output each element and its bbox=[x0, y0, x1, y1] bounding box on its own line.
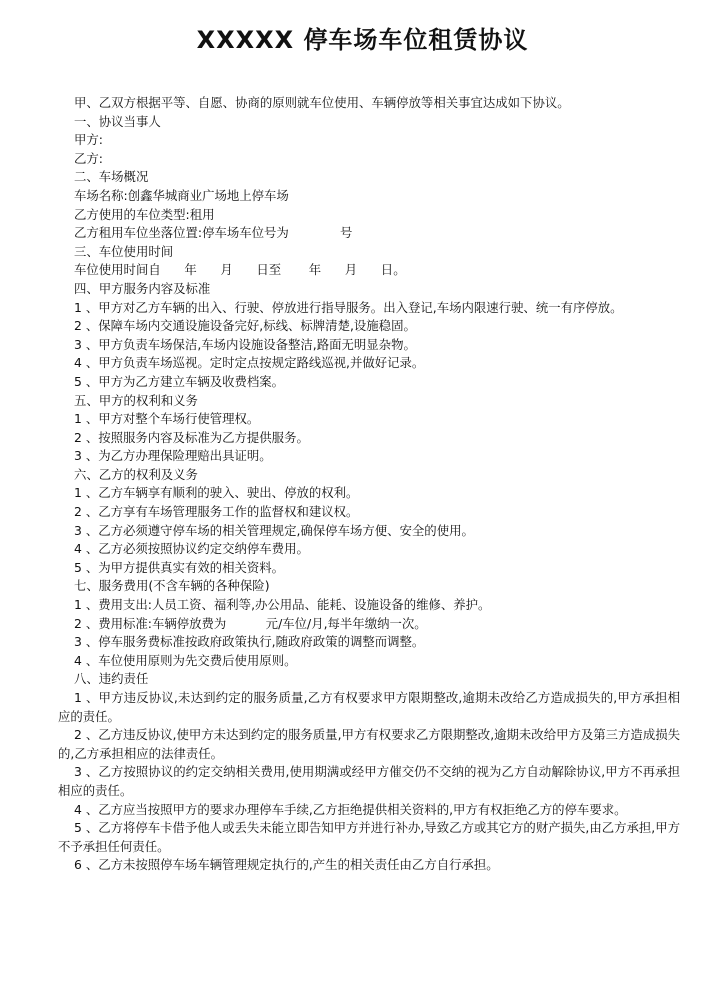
space-type-line: 乙方使用的车位类型:租用 bbox=[74, 206, 215, 222]
clause-paragraph: 3 、为乙方办理保险理赔出具证明。 bbox=[74, 448, 272, 464]
clause-paragraph: 4 、甲方负责车场巡视。定时定点按规定路线巡视,并做好记录。 bbox=[74, 355, 425, 371]
section-heading-fees: 七、服务费用(不含车辆的各种保险) bbox=[74, 578, 270, 594]
clause-paragraph: 1 、甲方对整个车场行使管理权。 bbox=[74, 411, 260, 427]
intro-paragraph: 甲、乙双方根据平等、自愿、协商的原则就车位使用、车辆停放等相关事宜达成如下协议。 bbox=[74, 95, 570, 110]
clause-paragraph: 2 、保障车场内交通设施设备完好,标线、标牌清楚,设施稳固。 bbox=[74, 318, 416, 334]
section-heading-liability: 八、违约责任 bbox=[74, 671, 149, 687]
document-body bbox=[58, 94, 680, 875]
clause-paragraph: 3 、乙方按照协议的约定交纳相关费用,使用期满或经甲方催交仍不交纳的视为乙方自动解除协议,甲方不再承担相应的责任。 bbox=[58, 764, 680, 798]
clause-paragraph: 6 、乙方未按照停车场车辆管理规定执行的,产生的相关责任由乙方自行承担。 bbox=[74, 857, 499, 873]
clause-paragraph: 1 、乙方车辆享有顺利的驶入、驶出、停放的权利。 bbox=[74, 485, 359, 501]
clause-paragraph: 1 、费用支出:人员工资、福利等,办公用品、能耗、设施设备的维修、养护。 bbox=[74, 597, 491, 613]
clause-paragraph: 4 、乙方应当按照甲方的要求办理停车手续,乙方拒绝提供相关资料的,甲方有权拒绝乙方的停车要求。 bbox=[74, 801, 627, 817]
party-b-line: 乙方: bbox=[74, 150, 103, 166]
clause-paragraph: 3 、甲方负责车场保洁,车场内设施设备整洁,路面无明显杂物。 bbox=[74, 336, 416, 352]
section-heading-party-b-rights: 六、乙方的权利及义务 bbox=[74, 466, 198, 482]
clause-paragraph: 5 、甲方为乙方建立车辆及收费档案。 bbox=[74, 373, 285, 389]
clause-paragraph: 3 、停车服务费标准按政府政策执行,随政府政策的调整而调整。 bbox=[74, 634, 425, 650]
party-a-line: 甲方: bbox=[74, 132, 103, 148]
section-heading-service: 四、甲方服务内容及标准 bbox=[74, 280, 211, 296]
clause-paragraph: 2 、乙方违反协议,使甲方未达到约定的服务质量,甲方有权要求乙方限期整改,逾期未改给甲方及第三方造成损失的,乙方承担相应的法律责任。 bbox=[58, 727, 680, 761]
clause-paragraph: 1 、甲方对乙方车辆的出入、行驶、停放进行指导服务。出入登记,车场内限速行驶、统一有序停放。 bbox=[74, 299, 623, 315]
clause-paragraph: 1 、甲方违反协议,未达到约定的服务质量,乙方有权要求甲方限期整改,逾期未改给乙方造成损失的,甲方承担相应的责任。 bbox=[58, 690, 680, 724]
document-title: XXXXX 停车场车位租赁协议 bbox=[196, 26, 529, 54]
section-heading-overview: 二、车场概况 bbox=[74, 169, 149, 185]
section-heading-parties: 一、协议当事人 bbox=[74, 113, 161, 129]
parking-name-line: 车场名称:创鑫华城商业广场地上停车场 bbox=[74, 187, 289, 203]
clause-paragraph: 2 、乙方享有车场管理服务工作的监督权和建议权。 bbox=[74, 504, 359, 520]
space-location-line: 乙方租用车位坐落位置:停车场车位号为 号 bbox=[74, 225, 353, 241]
clause-paragraph: 5 、为甲方提供真实有效的相关资料。 bbox=[74, 559, 285, 575]
clause-paragraph: 4 、乙方必须按照协议约定交纳停车费用。 bbox=[74, 541, 309, 557]
clause-paragraph: 5 、乙方将停车卡借予他人或丢失未能立即告知甲方并进行补办,导致乙方或其它方的财产损失,由乙方承担,甲方不予承担任何责任。 bbox=[58, 820, 680, 854]
clause-paragraph: 3 、乙方必须遵守停车场的相关管理规定,确保停车场方便、安全的使用。 bbox=[74, 522, 474, 538]
section-heading-party-a-rights: 五、甲方的权利和义务 bbox=[74, 392, 198, 408]
clause-paragraph: 4 、车位使用原则为先交费后使用原则。 bbox=[74, 652, 297, 668]
usage-period-line: 车位使用时间自 年 月 日至 年 月 日。 bbox=[74, 262, 406, 278]
section-heading-time: 三、车位使用时间 bbox=[74, 243, 174, 259]
clause-paragraph: 2 、费用标准:车辆停放费为 元/车位/月,每半年缴纳一次。 bbox=[74, 615, 427, 631]
clause-paragraph: 2 、按照服务内容及标准为乙方提供服务。 bbox=[74, 429, 309, 445]
